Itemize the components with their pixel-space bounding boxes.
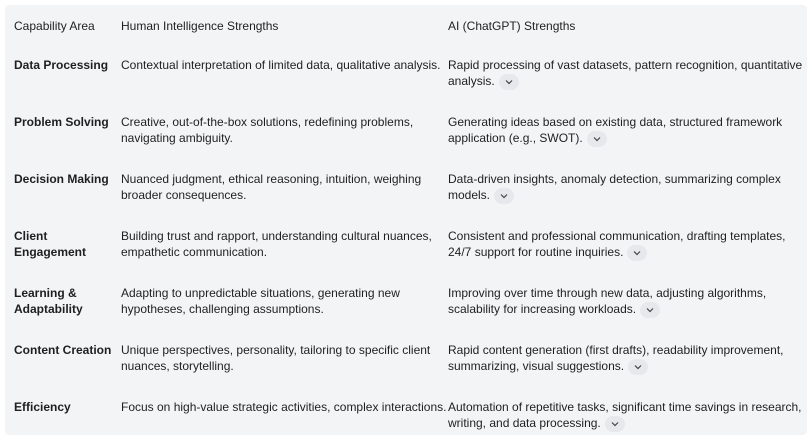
chevron-down-icon[interactable] xyxy=(499,74,519,90)
row-human-strength: Focus on high-value strategic activities, complex interactions. xyxy=(121,400,447,414)
row-ai-text: Consistent and professional communication, drafting templates, 24/7 support for routine inquiries. xyxy=(448,229,786,259)
row-ai-text: Data-driven insights, anomaly detection, summarizing complex models. xyxy=(448,172,781,202)
row-ai-text: Improving over time through new data, adjusting algorithms, scalability for increasing workloads. xyxy=(448,286,767,316)
row-ai-strength xyxy=(448,217,804,274)
row-area: Content Creation xyxy=(14,343,112,357)
header-capability-area: Capability Area xyxy=(14,19,95,33)
chevron-down-icon[interactable] xyxy=(494,188,514,204)
row-human-strength: Unique perspectives, personality, tailoring to specific client nuances, storytelling. xyxy=(121,343,431,373)
row-area: Data Processing xyxy=(14,58,109,72)
row-ai-strength xyxy=(448,46,804,103)
row-ai-strength xyxy=(448,160,804,217)
table-row xyxy=(14,160,804,217)
row-ai-strength xyxy=(448,331,804,388)
row-human-strength: Contextual interpretation of limited data, qualitative analysis. xyxy=(121,58,441,72)
table-container xyxy=(5,5,807,435)
chevron-down-icon[interactable] xyxy=(627,245,647,261)
header-human-strengths: Human Intelligence Strengths xyxy=(121,19,279,33)
row-area: Client Engagement xyxy=(14,229,87,259)
header-ai-strengths: AI (ChatGPT) Strengths xyxy=(448,19,576,33)
row-area: Decision Making xyxy=(14,172,109,186)
table-row xyxy=(14,388,804,445)
row-human-strength: Creative, out-of-the-box solutions, redefining problems, navigating ambiguity. xyxy=(121,115,414,145)
row-area: Efficiency xyxy=(14,400,71,414)
chevron-down-icon[interactable] xyxy=(587,131,607,147)
row-area: Problem Solving xyxy=(14,115,109,129)
table-row xyxy=(14,331,804,388)
table-header-row xyxy=(14,10,804,46)
row-ai-strength xyxy=(448,388,804,445)
row-ai-strength xyxy=(448,274,804,331)
chevron-down-icon[interactable] xyxy=(605,416,625,432)
table-row xyxy=(14,46,804,103)
chevron-down-icon[interactable] xyxy=(640,302,660,318)
row-human-strength: Adapting to unpredictable situations, generating new hypotheses, challenging assumptions. xyxy=(121,286,400,316)
row-ai-strength xyxy=(448,103,804,160)
row-ai-text: Rapid content generation (first drafts), readability improvement, summarizing, visual suggestions. xyxy=(448,343,784,373)
row-area: Learning & Adaptability xyxy=(14,286,83,316)
row-ai-text: Generating ideas based on existing data, structured framework application (e.g., SWOT). xyxy=(448,115,783,145)
chevron-down-icon[interactable] xyxy=(628,359,648,375)
row-ai-text: Automation of repetitive tasks, significant time savings in research, writing, and data processing. xyxy=(448,400,802,430)
row-human-strength: Nuanced judgment, ethical reasoning, intuition, weighing broader consequences. xyxy=(121,172,422,202)
comparison-table xyxy=(14,10,804,445)
row-ai-text: Rapid processing of vast datasets, pattern recognition, quantitative analysis. xyxy=(448,58,803,88)
row-human-strength: Building trust and rapport, understanding cultural nuances, empathetic communication. xyxy=(121,229,432,259)
table-row xyxy=(14,217,804,274)
table-row xyxy=(14,274,804,331)
table-row xyxy=(14,103,804,160)
